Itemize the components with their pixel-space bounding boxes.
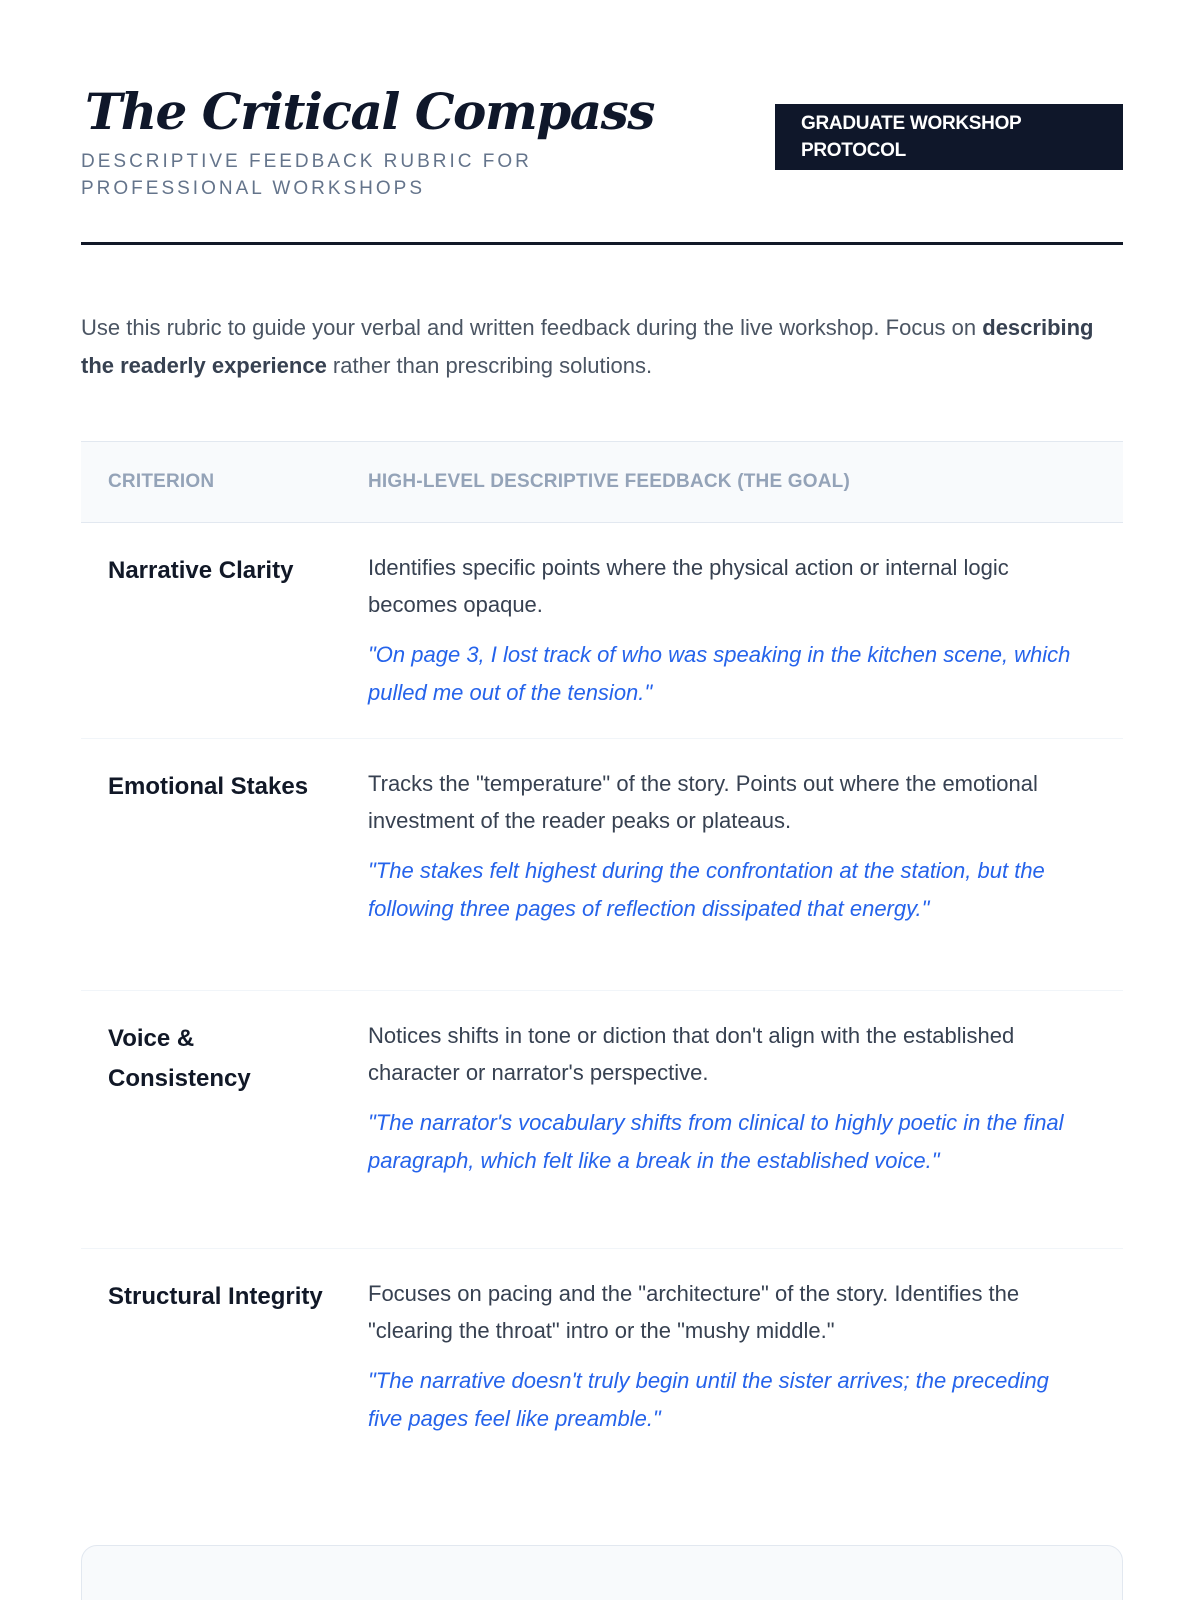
criterion-description: Tracks the "temperature" of the story. Points out where the emotional investment of the reader peaks or plateaus. [368,771,1038,833]
criterion-description: Notices shifts in tone or diction that don't align with the established character or narrator's perspective. [368,1023,1015,1085]
page-subtitle: DESCRIPTIVE FEEDBACK RUBRIC FOR PROFESSIONAL WORKSHOPS [81,151,532,199]
criterion-name: Voice & Consistency [108,1025,251,1092]
criterion-example: "The narrative doesn't truly begin until the sister arrives; the preceding five pages feel like preamble." [368,1368,1049,1431]
intro-text-after: rather than prescribing solutions. [326,353,653,378]
table-row [81,739,1123,991]
page-header [81,0,1123,245]
criterion-name: Structural Integrity [108,1283,323,1310]
protocol-badge: GRADUATE WORKSHOP PROTOCOL [775,104,1123,170]
criterion-description: Focuses on pacing and the "architecture" of the story. Identifies the "clearing the throat" intro or the "mushy middle." [368,1281,1020,1343]
criterion-name: Narrative Clarity [108,557,294,584]
table-row [81,523,1123,739]
table-row [81,991,1123,1249]
criterion-example: "On page 3, I lost track of who was speaking in the kitchen scene, which pulled me out of the tension." [368,642,1071,705]
page-title: The Critical Compass [85,82,654,141]
criterion-description: Identifies specific points where the physical action or internal logic becomes opaque. [368,555,1009,617]
intro-text-before: Use this rubric to guide your verbal and written feedback during the live workshop. Focus on [81,315,983,340]
intro-paragraph [81,309,1123,385]
column-header-goal: HIGH-LEVEL DESCRIPTIVE FEEDBACK (THE GOAL) [368,471,851,492]
rubric-table [81,441,1123,1469]
table-row [81,1249,1123,1469]
column-header-criterion: CRITERION [108,471,215,492]
criterion-example: "The stakes felt highest during the confrontation at the station, but the following three pages of reflection dissipated that energy." [368,858,1045,921]
notes-panel [81,1545,1123,1600]
rubric-page [81,0,1123,1431]
criterion-name: Emotional Stakes [108,773,309,800]
criterion-example: "The narrator's vocabulary shifts from clinical to highly poetic in the final paragraph, which felt like a break in the established voice." [368,1110,1064,1173]
intro-emphasis: describing the readerly experience [81,315,1094,378]
table-header [81,441,1123,523]
